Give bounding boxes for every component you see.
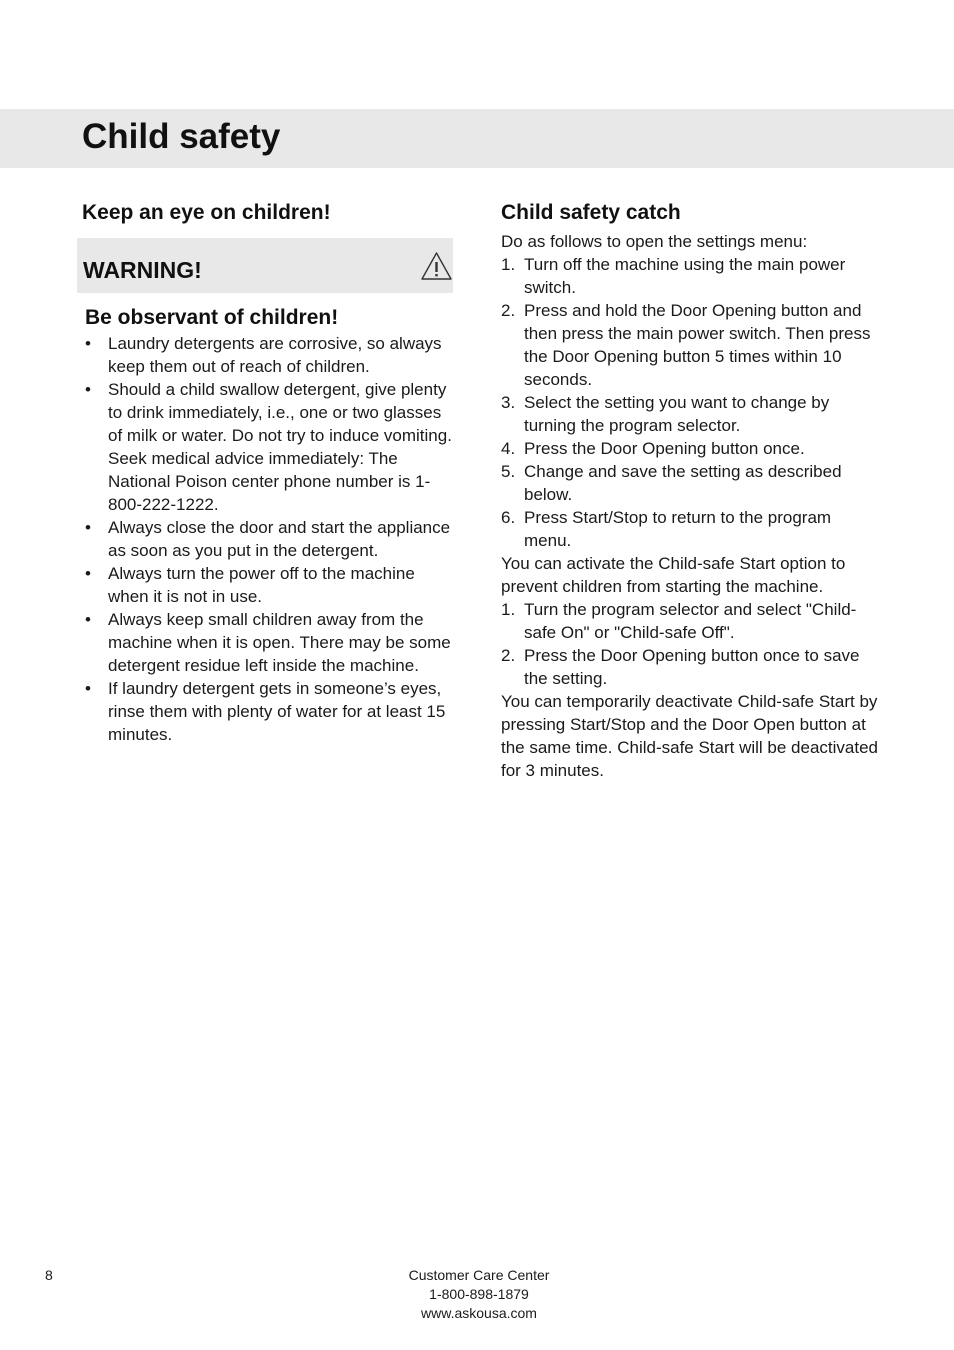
list-item: • If laundry detergent gets in someone’s eyes, rinse them with plenty of water for at least 15 minutes. [85,679,446,744]
list-item: 6. Press Start/Stop to return to the program menu. [501,508,832,550]
safety-bullet-list [77,332,453,746]
list-item: 2. Press the Door Opening button once to save the setting. [501,646,860,688]
warning-label: WARNING! [83,257,202,283]
list-item: 4. Press the Door Opening button once. [501,439,805,458]
child-safe-start-paragraph: You can activate the Child-safe Start option to prevent children from starting the machine. [501,554,846,596]
deactivate-paragraph: You can temporarily deactivate Child-safe Start by pressing Start/Stop and the Door Open button at the same time. Child-safe Start will be deactivated for 3 minutes. [501,692,879,780]
warning-box [77,238,453,293]
footer-contact [379,1266,579,1323]
settings-intro: Do as follows to open the settings menu: [501,232,808,251]
list-item: 1. Turn the program selector and select "Child-safe On" or "Child-safe Off". [501,600,857,642]
list-item: • Laundry detergents are corrosive, so always keep them out of reach of children. [85,334,442,376]
list-item: • Always keep small children away from the machine when it is open. There may be some detergent residue left inside the machine. [85,610,451,675]
subheading-be-observant: Be observant of children! [85,306,339,329]
page-title: Child safety [82,117,281,156]
page-number: 8 [45,1267,53,1283]
list-item: 3. Select the setting you want to change by turning the program selector. [501,393,830,435]
footer-line-title: Customer Care Center [408,1267,550,1283]
child-safe-steps-list [501,598,881,690]
list-item: 2. Press and hold the Door Opening button and then press the main power switch. Then press the Door Opening button 5 times within 10 seconds. [501,301,871,389]
section-heading-child-safety-catch: Child safety catch [501,201,681,224]
right-column [501,199,881,782]
list-item: 5. Change and save the setting as described below. [501,462,842,504]
list-item: 1. Turn off the machine using the main power switch. [501,255,846,297]
warning-triangle-icon [420,251,453,281]
list-item: • Always close the door and start the appliance as soon as you put in the detergent. [85,518,451,560]
left-column [77,199,453,746]
list-item: • Always turn the power off to the machine when it is not in use. [85,564,415,606]
list-item: • Should a child swallow detergent, give plenty to drink immediately, i.e., one or two glasses of milk or water. Do not try to induce vomiting. Seek medical advice immediately: The National Poison center phone number is 1-800-222-1222. [85,380,452,514]
section-heading-keep-eye: Keep an eye on children! [82,201,331,224]
footer-line-phone: 1-800-898-1879 [429,1286,529,1302]
settings-steps-list [501,253,881,552]
footer-line-website: www.askousa.com [421,1305,537,1321]
